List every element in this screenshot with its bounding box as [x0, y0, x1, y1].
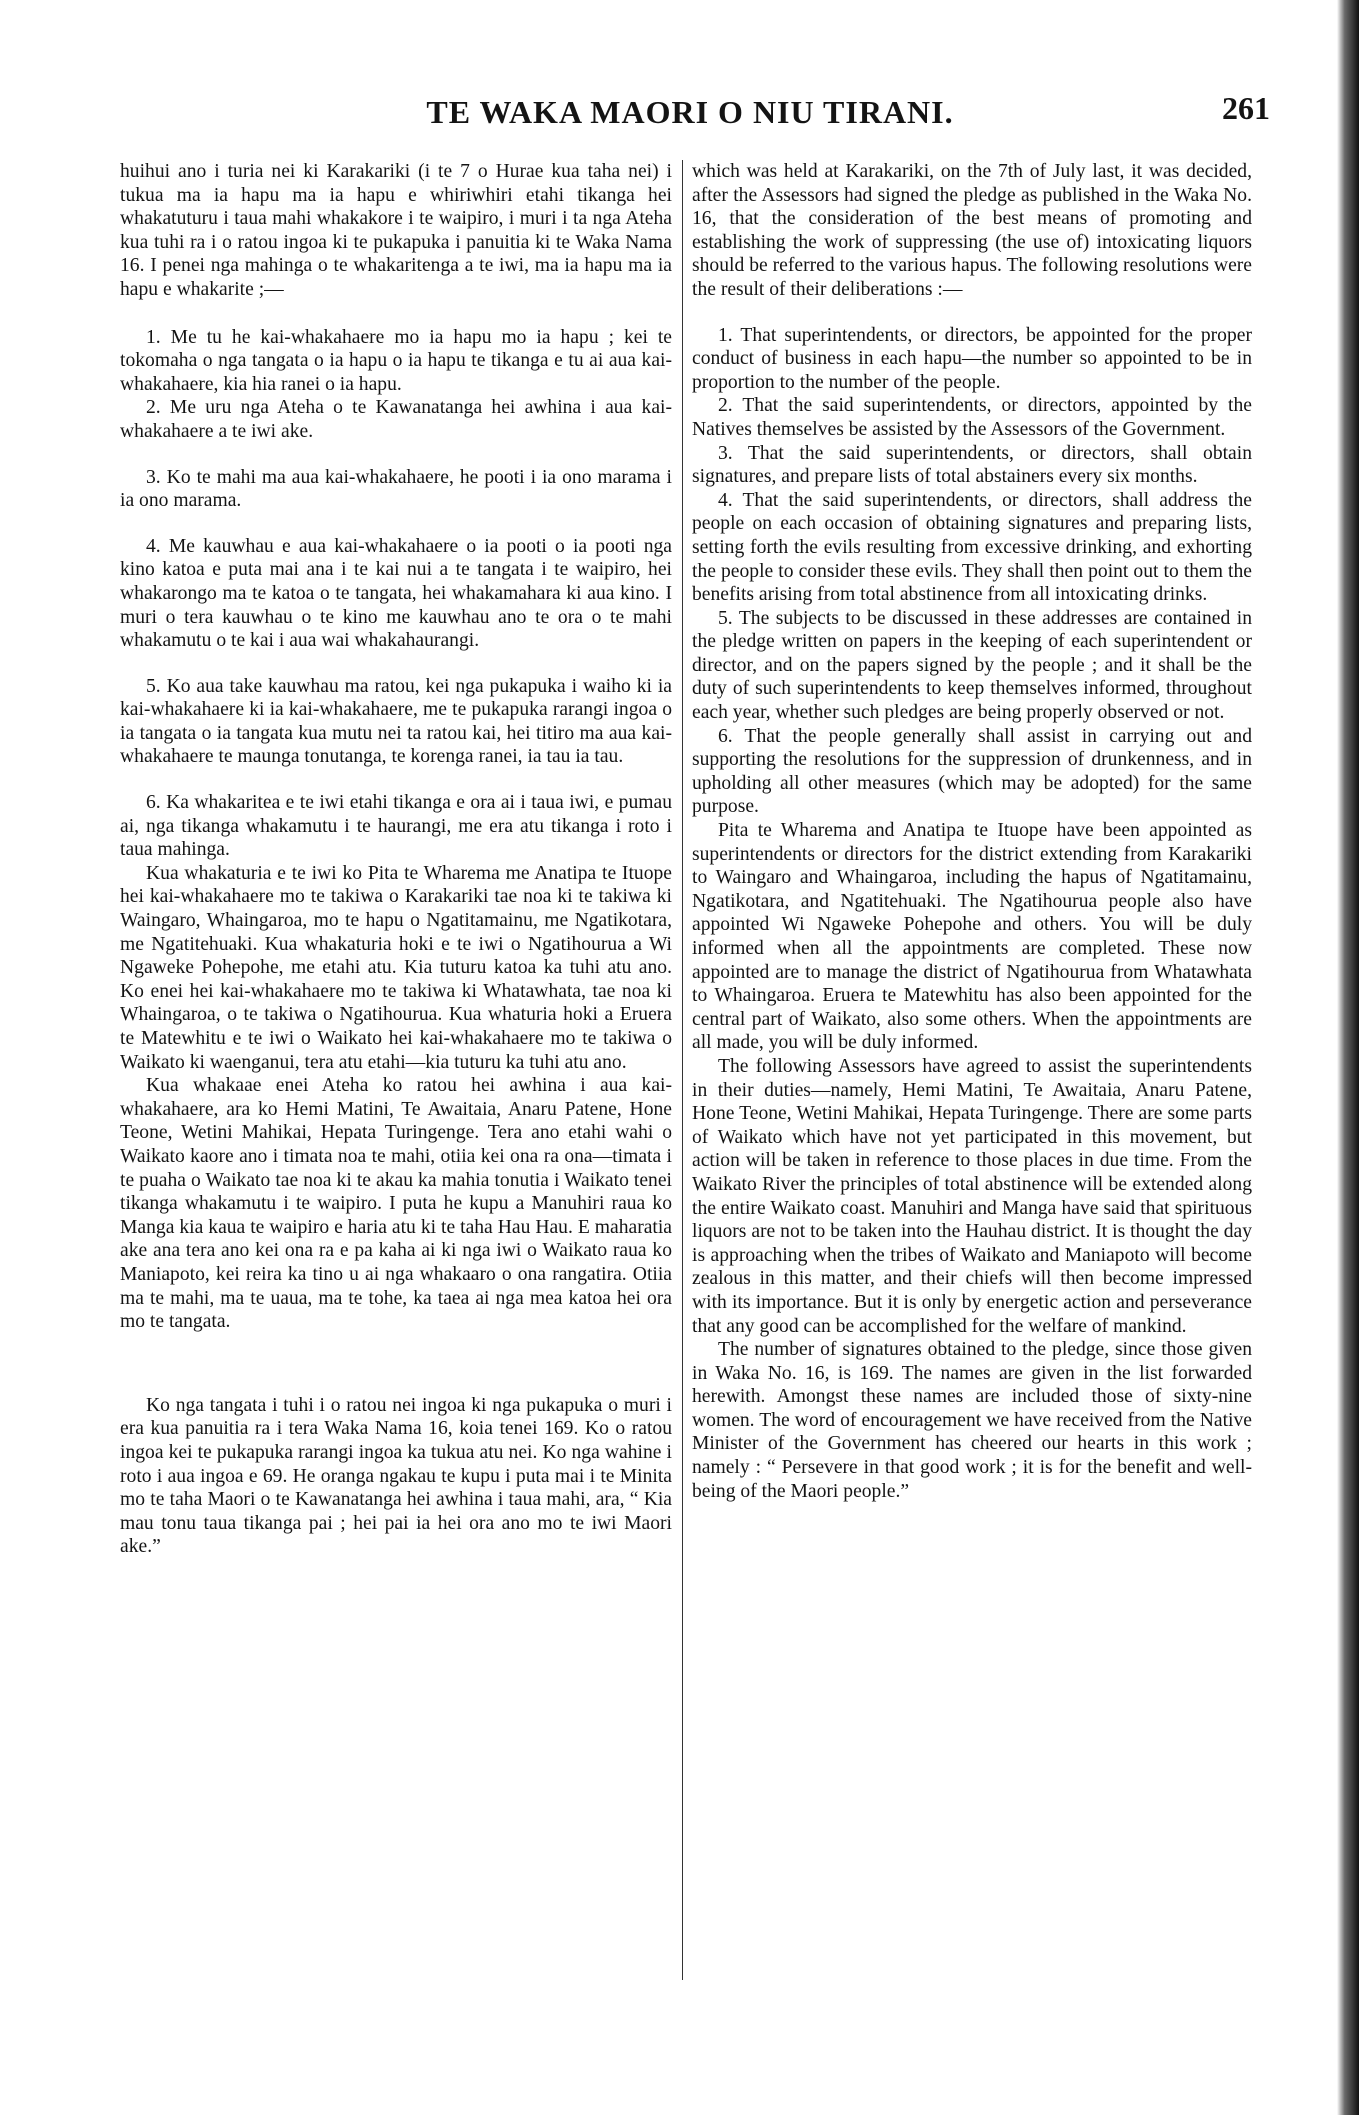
newspaper-title: TE WAKA MAORI O NIU TIRANI.	[426, 94, 954, 130]
english-resolution-3: 3. That the said superintendents, or directors, shall obtain signatures, and prepare lists of total abstainers every six months.	[692, 442, 1252, 488]
maori-assessors-paragraph: Kua whakaae enei Ateha ko ratou hei awhina i aua kai-whakahaere, ara ko Hemi Matini, Te Awaitaia, Anaru Patene, Hone Teone, Wetini Mahikai, Hepata Turingenge. Tera ano etahi wahi o Waikato kaore ano i timata noa te mahi, otiia kei ona ra ona—timata i te puaha o Waikato tae noa ki te akau ka mahia tonutia i Waikato tenei tikanga whakamutu i te waipiro. I puta he kupu a Manuhiri raua ko Manga kia kaua te waipiro e haria atu ki te taha Hau Hau. E maharatia ake ana tera ano kei ona ra e pa kaha ai ki nga iwi o Waikato raua ko Maniapoto, kei reira ka tino u ai nga whakaaro o ona rangatira. Otiia ma te mahi, ma te uaua, ma te tohe, ka taea ai nga mea katoa hei ora mo te tangata.	[120, 1075, 672, 1333]
page-header	[100, 90, 1280, 140]
english-intro-paragraph: which was held at Karakariki, on the 7th of July last, it was decided, after the Assessors had signed the pledge as published in the Waka No. 16, that the consideration of the best means of promoting and establishing the work of suppressing (the use of) intoxicating liquors should be referred to the various hapus. The following resolutions were the result of their deliberations :—	[692, 161, 1252, 300]
page-number: 261	[1222, 90, 1270, 126]
column-divider	[682, 160, 683, 1980]
maori-resolution-1: 1. Me tu he kai-whakahaere mo ia hapu mo ia hapu ; kei te tokomaha o nga tangata o ia hapu o ia hapu te tikanga e tu ai aua kai-whakahaere, kia hia ranei o ia hapu.	[120, 326, 672, 395]
maori-resolution-5: 5. Ko aua take kauwhau ma ratou, kei nga pukapuka i waiho ki ia kai-whakahaere ki ia kai-whakahaere, me te pukapuka rarangi ingoa o ia tangata o ia tangata kua mutu nei ta ratou kai, hei titiro ma aua kai-whakahaere te maunga tonutanga, te korenga ranei, ia tau ia tau.	[120, 675, 672, 768]
maori-signatures-paragraph: Ko nga tangata i tuhi i o ratou nei ingoa ki nga pukapuka o muri i era kua panuitia ra i tera Waka Nama 16, koia tenei 169. Ko o ratou ingoa kei te pukapuka rarangi ingoa ka tukua atu nei. Ko nga wahine i roto i aua ingoa e 69. He oranga ngakau te kupu i puta mai i te Minita mo te taha Maori o te Kawanatanga hei awhina i taua mahi, ara, “ Kia mau tonu taua tikanga pai ; hei pai ia hei ora ano mo te iwi Maori ake.”	[120, 1394, 672, 1558]
english-signatures-paragraph: The number of signatures obtained to the pledge, since those given in Waka No. 16, is 169. The names are given in the list forwarded herewith. Amongst these names are included those of sixty-nine women. The word of encouragement we have received from the Native Minister of the Government has cheered our hearts in this work ; namely : “ Persevere in that good work ; it is for the benefit and well-being of the Maori people.”	[692, 1339, 1252, 1502]
maori-resolution-2: 2. Me uru nga Ateha o te Kawanatanga hei awhina i aua kai-whakahaere a te iwi ake.	[120, 397, 672, 442]
english-text-column	[692, 160, 1252, 1503]
english-resolution-2: 2. That the said superintendents, or directors, appointed by the Natives themselves be assisted by the Assessors of the Government.	[692, 395, 1252, 440]
english-assessors-paragraph: The following Assessors have agreed to assist the superintendents in their duties—namely, Hemi Matini, Te Awaitaia, Anaru Patene, Hone Teone, Wetini Mahikai, Hepata Turingenge. There are some parts of Waikato which have not yet participated in this movement, but action will be taken in reference to those places in due time. From the Waikato River the principles of total abstinence will be extended along the entire Waikato coast. Manuhiri and Manga have said that spirituous liquors are not to be taken into the Hauhau district. It is thought the day is approaching when the tribes of Waikato and Maniapoto will become zealous in this matter, and their chiefs will then become impressed with its importance. But it is only by energetic action and perseverance that any good can be accomplished for the welfare of mankind.	[692, 1055, 1252, 1337]
page-edge-shadow	[1337, 0, 1359, 2115]
maori-text-column	[120, 160, 672, 1559]
maori-appointments-paragraph: Kua whakaturia e te iwi ko Pita te Wharema me Anatipa te Ituope hei kai-whakahaere mo te takiwa o Karakariki tae noa ki te takiwa ki Waingaro, Whaingaroa, mo te hapu o Ngatitamainu, me Ngatikotara, me Ngatitehuaki. Kua whakaturia hoki e te iwi o Ngatihourua a Wi Ngaweke Pohepohe, me etahi atu. Kia tuturu katoa ka tuhi atu ano. Ko enei hei kai-whakahaere mo te takiwa ki Whatawhata, tae noa ki Whaingaroa, o te takiwa o Ngatihourua. Kua whaturia hoki a Eruera te Matewhitu e te iwi o Waikato hei kai-whakahaere mo te takiwa o Waikato ki waenganui, tera atu etahi—kia tuturu ka tuhi atu ano.	[120, 862, 672, 1073]
maori-resolution-4: 4. Me kauwhau e aua kai-whakahaere o ia pooti o ia pooti nga kino katoa e puta mai ana i te kai nui a te tangata i te waipiro, hei whakarongo ma te katoa o te tangata, hei whakamahara ki aua kino. I muri o tera kauwhau o te kino me kauwhau ano te ora o te mahi whakamutu o te kai i aua wai whakahaurangi.	[120, 535, 672, 652]
english-resolution-1: 1. That superintendents, or directors, be appointed for the proper conduct of business in each hapu—the number so appointed to be in proportion to the number of the people.	[692, 324, 1252, 393]
english-resolution-5: 5. The subjects to be discussed in these addresses are contained in the pledge written on papers in the keeping of each superintendent or director, and on the papers signed by the people ; and it shall be the duty of such superintendents to keep themselves informed, throughout each year, whether such pledges are being properly observed or not.	[692, 607, 1252, 724]
english-resolution-4: 4. That the said superintendents, or directors, shall address the people on each occasion of obtaining signatures and preparing lists, setting forth the evils resulting from excessive drinking, and exhorting the people to consider these evils. They shall then point out to them the benefits arising from total abstinence from all intoxicating drinks.	[692, 489, 1252, 606]
maori-resolution-6: 6. Ka whakaritea e te iwi etahi tikanga e ora ai i taua iwi, e pumau ai, nga tikanga whakamutu i te haurangi, me era atu tikanga i roto i taua mahinga.	[120, 792, 672, 861]
maori-intro-paragraph: huihui ano i turia nei ki Karakariki (i te 7 o Hurae kua taha nei) i tukua ma ia hapu ma ia hapu e whiriwhiri etahi tikanga hei whakatuturu i taua mahi whakakore i te waipiro, i muri i ta nga Ateha kua tuhi ra i o ratou ingoa ki te pukapuka i panuitia ki te Waka Nama 16. I penei nga mahinga o te whakaritenga a te iwi, ma ia hapu ma ia hapu e whakarite ;—	[120, 161, 672, 300]
english-appointments-paragraph: Pita te Wharema and Anatipa te Ituope have been appointed as superintendents or directors for the district extending from Karakariki to Waingaro and Whaingaroa, including the hapus of Ngatitamainu, Ngatikotara, and Ngatitehuaki. The Ngatihourua people also have appointed Wi Ngaweke Pohepohe and others. You will be duly informed when all the appointments are completed. These now appointed are to manage the district of Ngatihourua from Whatawhata to Whaingaroa. Eruera te Matewhitu has also been appointed for the central part of Waikato, also some others. When the appointments are all made, you will be duly informed.	[692, 820, 1252, 1054]
english-resolution-6: 6. That the people generally shall assist in carrying out and supporting the resolutions for the suppression of drunkenness, and in upholding all other measures (which may be adopted) for the same purpose.	[692, 725, 1252, 818]
maori-resolution-3: 3. Ko te mahi ma aua kai-whakahaere, he pooti i ia ono marama i ia ono marama.	[120, 466, 672, 512]
